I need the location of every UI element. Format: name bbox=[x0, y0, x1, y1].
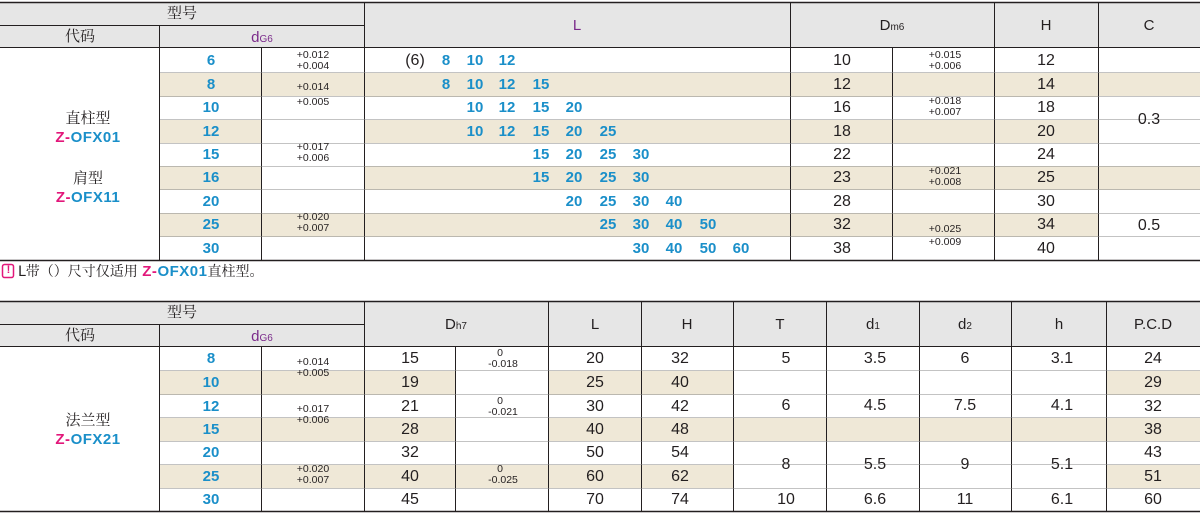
note-model: OFX01 bbox=[157, 263, 208, 280]
D-value: 32 bbox=[833, 215, 851, 233]
L-value: 30 bbox=[632, 145, 650, 163]
d1-sub: 1 bbox=[874, 321, 880, 332]
dg6-main: d bbox=[251, 29, 260, 46]
d2-main: d bbox=[958, 316, 967, 333]
D-tolerance-upper: 0 bbox=[497, 463, 503, 475]
d-tolerance-lower: +0.007 bbox=[296, 474, 330, 486]
L-value: 10 bbox=[466, 75, 484, 93]
D-tolerance-lower: +0.006 bbox=[928, 60, 962, 72]
D-value: 22 bbox=[833, 145, 851, 163]
L-value: 40 bbox=[586, 420, 604, 438]
L-value: 12 bbox=[498, 98, 516, 116]
d-value: 8 bbox=[206, 75, 216, 93]
d-tolerance-upper: +0.014 bbox=[296, 81, 330, 93]
L-value: 8 bbox=[441, 51, 451, 69]
H-value: 34 bbox=[1037, 215, 1055, 233]
h-value: 4.1 bbox=[1050, 397, 1074, 414]
L-value: 20 bbox=[565, 192, 583, 210]
note-text: L带（）尺寸仅适用 bbox=[18, 264, 138, 280]
d-tolerance-lower: +0.007 bbox=[296, 222, 330, 234]
d2-sub: 2 bbox=[966, 321, 972, 332]
table2-T-header: T bbox=[775, 316, 785, 333]
dg6-sub: G6 bbox=[259, 333, 273, 344]
shoulder-type-name: 肩型 bbox=[72, 169, 104, 187]
d1-value: 3.5 bbox=[863, 350, 887, 367]
table1-type-label: 型号 bbox=[166, 4, 198, 22]
H-value: 40 bbox=[1037, 239, 1055, 257]
table2-L-header: L bbox=[590, 316, 600, 333]
table2-h-header: h bbox=[1054, 316, 1064, 333]
L-value: 25 bbox=[599, 192, 617, 210]
H-value: 74 bbox=[671, 490, 689, 508]
D-value: 18 bbox=[833, 122, 851, 140]
d-tolerance-upper: +0.017 bbox=[296, 403, 330, 415]
D-value: 38 bbox=[833, 239, 851, 257]
L-value: 30 bbox=[632, 215, 650, 233]
d-value: 16 bbox=[202, 168, 220, 186]
D-tolerance-lower: -0.025 bbox=[488, 474, 518, 486]
H-value: 62 bbox=[671, 467, 689, 485]
d-tolerance-upper: +0.014 bbox=[296, 356, 330, 368]
D-value: 45 bbox=[401, 490, 419, 508]
d-value: 25 bbox=[202, 467, 220, 485]
L-value: 50 bbox=[699, 215, 717, 233]
H-value: 12 bbox=[1037, 51, 1055, 69]
L-value: 12 bbox=[498, 51, 516, 69]
dm6-sub: m6 bbox=[890, 22, 905, 33]
D-value: 28 bbox=[833, 192, 851, 210]
D-tolerance-upper: +0.025 bbox=[928, 223, 962, 235]
L-value: 60 bbox=[732, 239, 750, 257]
D-tolerance-lower: +0.007 bbox=[928, 106, 962, 118]
h-value: 5.1 bbox=[1050, 456, 1074, 473]
H-value: 25 bbox=[1037, 168, 1055, 186]
L-value: 15 bbox=[532, 98, 550, 116]
D-value: 40 bbox=[401, 467, 419, 485]
d-value: 20 bbox=[202, 192, 220, 210]
pcd-value: 43 bbox=[1144, 443, 1162, 461]
d-value: 10 bbox=[202, 98, 220, 116]
H-value: 24 bbox=[1037, 145, 1055, 163]
D-value: 12 bbox=[833, 75, 851, 93]
table1-C-header: C bbox=[1143, 17, 1155, 34]
dh7-main: D bbox=[445, 316, 456, 333]
H-value: 14 bbox=[1037, 75, 1055, 93]
L-value: 15 bbox=[532, 75, 550, 93]
L-value: 10 bbox=[466, 51, 484, 69]
pcd-value: 51 bbox=[1144, 467, 1162, 485]
pcd-value: 29 bbox=[1144, 373, 1162, 391]
H-value: 30 bbox=[1037, 192, 1055, 210]
D-tolerance-lower: +0.008 bbox=[928, 176, 962, 188]
d-value: 6 bbox=[206, 51, 216, 69]
T-value: 10 bbox=[777, 491, 795, 508]
L-value: 10 bbox=[466, 122, 484, 140]
table2-d1-header bbox=[866, 317, 880, 332]
d-tolerance-upper: +0.005 bbox=[296, 96, 330, 108]
table1-H-header: H bbox=[1040, 17, 1052, 34]
d-tolerance-upper: +0.020 bbox=[296, 211, 330, 223]
shoulder-type-model bbox=[56, 189, 120, 205]
D-tolerance-upper: +0.015 bbox=[928, 49, 962, 61]
table1-L-header: L bbox=[572, 17, 582, 34]
d2-value: 9 bbox=[960, 456, 970, 473]
L-value: 20 bbox=[586, 349, 604, 367]
L-value: 15 bbox=[532, 168, 550, 186]
L-value: 25 bbox=[599, 215, 617, 233]
T-value: 6 bbox=[781, 397, 791, 414]
d-value: 30 bbox=[202, 490, 220, 508]
d-tolerance-upper: +0.017 bbox=[296, 141, 330, 153]
L-value: 8 bbox=[441, 75, 451, 93]
d2-value: 7.5 bbox=[953, 397, 977, 414]
d1-main: d bbox=[866, 316, 875, 333]
L-value: 25 bbox=[599, 122, 617, 140]
D-value: 21 bbox=[401, 397, 419, 415]
d1-value: 4.5 bbox=[863, 397, 887, 414]
pcd-value: 32 bbox=[1144, 397, 1162, 415]
model-code: OFX21 bbox=[70, 431, 121, 448]
L-value: 50 bbox=[586, 443, 604, 461]
L-value: 40 bbox=[665, 192, 683, 210]
d-tolerance-lower: +0.006 bbox=[296, 414, 330, 426]
D-tolerance-lower: -0.018 bbox=[488, 358, 518, 370]
d2-value: 11 bbox=[956, 491, 974, 508]
model-code: OFX11 bbox=[70, 189, 121, 206]
L-value: 20 bbox=[565, 122, 583, 140]
L-value: 70 bbox=[586, 490, 604, 508]
L-value: 15 bbox=[532, 145, 550, 163]
D-value: 15 bbox=[401, 349, 419, 367]
L-value: 25 bbox=[599, 145, 617, 163]
D-value: 16 bbox=[833, 98, 851, 116]
D-value: 10 bbox=[833, 51, 851, 69]
footnote bbox=[18, 264, 263, 279]
L-value: 10 bbox=[466, 98, 484, 116]
L-value: 30 bbox=[632, 192, 650, 210]
L-value: 40 bbox=[665, 215, 683, 233]
d-value: 12 bbox=[202, 397, 220, 415]
L-value: 20 bbox=[565, 168, 583, 186]
pcd-value: 60 bbox=[1144, 490, 1162, 508]
straight-type-name: 直柱型 bbox=[65, 109, 111, 127]
model-prefix: Z- bbox=[55, 189, 71, 206]
L-value: 12 bbox=[498, 122, 516, 140]
H-value: 42 bbox=[671, 397, 689, 415]
T-value: 8 bbox=[781, 456, 791, 473]
D-tolerance-lower: -0.021 bbox=[488, 406, 518, 418]
table2-H-header: H bbox=[681, 316, 693, 333]
d-value: 10 bbox=[202, 373, 220, 391]
model-prefix: Z- bbox=[55, 129, 71, 146]
dg6-sub: G6 bbox=[259, 34, 273, 45]
L-value: 20 bbox=[565, 145, 583, 163]
c-value-small: 0.3 bbox=[1137, 111, 1161, 128]
d-value: 25 bbox=[202, 215, 220, 233]
d-value: 12 bbox=[202, 122, 220, 140]
H-value: 40 bbox=[671, 373, 689, 391]
H-value: 54 bbox=[671, 443, 689, 461]
D-value: 32 bbox=[401, 443, 419, 461]
L-value: 30 bbox=[632, 239, 650, 257]
d-value: 15 bbox=[202, 145, 220, 163]
L-value: 30 bbox=[632, 168, 650, 186]
L-value: 25 bbox=[599, 168, 617, 186]
table2-pcd-header: P.C.D bbox=[1133, 316, 1173, 333]
model-code: OFX01 bbox=[70, 129, 121, 146]
table2-code-label: 代码 bbox=[64, 326, 96, 344]
d-value: 20 bbox=[202, 443, 220, 461]
dh7-sub: h7 bbox=[455, 321, 467, 332]
L-value: (6) bbox=[405, 51, 425, 69]
d-value: 30 bbox=[202, 239, 220, 257]
d1-value: 5.5 bbox=[863, 456, 887, 473]
table2-d2-header bbox=[958, 317, 972, 332]
pcd-value: 38 bbox=[1144, 420, 1162, 438]
straight-type-model bbox=[55, 129, 120, 145]
h-value: 6.1 bbox=[1050, 491, 1074, 508]
note-prefix: Z- bbox=[142, 263, 158, 280]
flange-type-model bbox=[55, 431, 120, 447]
note-icon-glyph: ! bbox=[6, 264, 11, 276]
H-value: 48 bbox=[671, 420, 689, 438]
model-prefix: Z- bbox=[55, 431, 71, 448]
table2-type-label: 型号 bbox=[166, 303, 198, 321]
L-value: 20 bbox=[565, 98, 583, 116]
d-tolerance-lower: +0.005 bbox=[296, 367, 330, 379]
D-tolerance-upper: +0.009 bbox=[928, 236, 962, 248]
c-value-large: 0.5 bbox=[1137, 217, 1161, 234]
dm6-main: D bbox=[879, 17, 891, 34]
table1-code-label: 代码 bbox=[64, 27, 96, 45]
H-value: 32 bbox=[671, 349, 689, 367]
table2-Dh7-header bbox=[445, 317, 467, 332]
D-value: 28 bbox=[401, 420, 419, 438]
table1-Dm6-header bbox=[880, 18, 905, 33]
pcd-value: 24 bbox=[1144, 349, 1162, 367]
note-text-after: 直柱型。 bbox=[207, 264, 264, 280]
T-value: 5 bbox=[781, 350, 791, 367]
dg6-main: d bbox=[251, 328, 260, 345]
flange-type-name: 法兰型 bbox=[65, 411, 111, 429]
L-value: 60 bbox=[586, 467, 604, 485]
D-tolerance-upper: +0.021 bbox=[928, 165, 962, 177]
table2-dg6-header bbox=[251, 329, 273, 344]
d2-value: 6 bbox=[960, 350, 970, 367]
L-value: 40 bbox=[665, 239, 683, 257]
D-value: 23 bbox=[833, 168, 851, 186]
D-value: 19 bbox=[401, 373, 419, 391]
H-value: 18 bbox=[1037, 98, 1055, 116]
d-tolerance-upper: +0.012 bbox=[296, 49, 330, 61]
L-value: 50 bbox=[699, 239, 717, 257]
d1-value: 6.6 bbox=[863, 491, 887, 508]
H-value: 20 bbox=[1037, 122, 1055, 140]
table1-dg6-header bbox=[251, 30, 273, 45]
d-tolerance-lower: +0.004 bbox=[296, 60, 330, 72]
L-value: 12 bbox=[498, 75, 516, 93]
d-value: 15 bbox=[202, 420, 220, 438]
d-tolerance-upper: +0.020 bbox=[296, 463, 330, 475]
h-value: 3.1 bbox=[1050, 350, 1074, 367]
d-value: 8 bbox=[206, 349, 216, 367]
D-tolerance-upper: +0.018 bbox=[928, 95, 962, 107]
L-value: 25 bbox=[586, 373, 604, 391]
d-tolerance-lower: +0.006 bbox=[296, 152, 330, 164]
L-value: 30 bbox=[586, 397, 604, 415]
D-tolerance-upper: 0 bbox=[497, 395, 503, 407]
D-tolerance-upper: 0 bbox=[497, 347, 503, 359]
L-value: 15 bbox=[532, 122, 550, 140]
